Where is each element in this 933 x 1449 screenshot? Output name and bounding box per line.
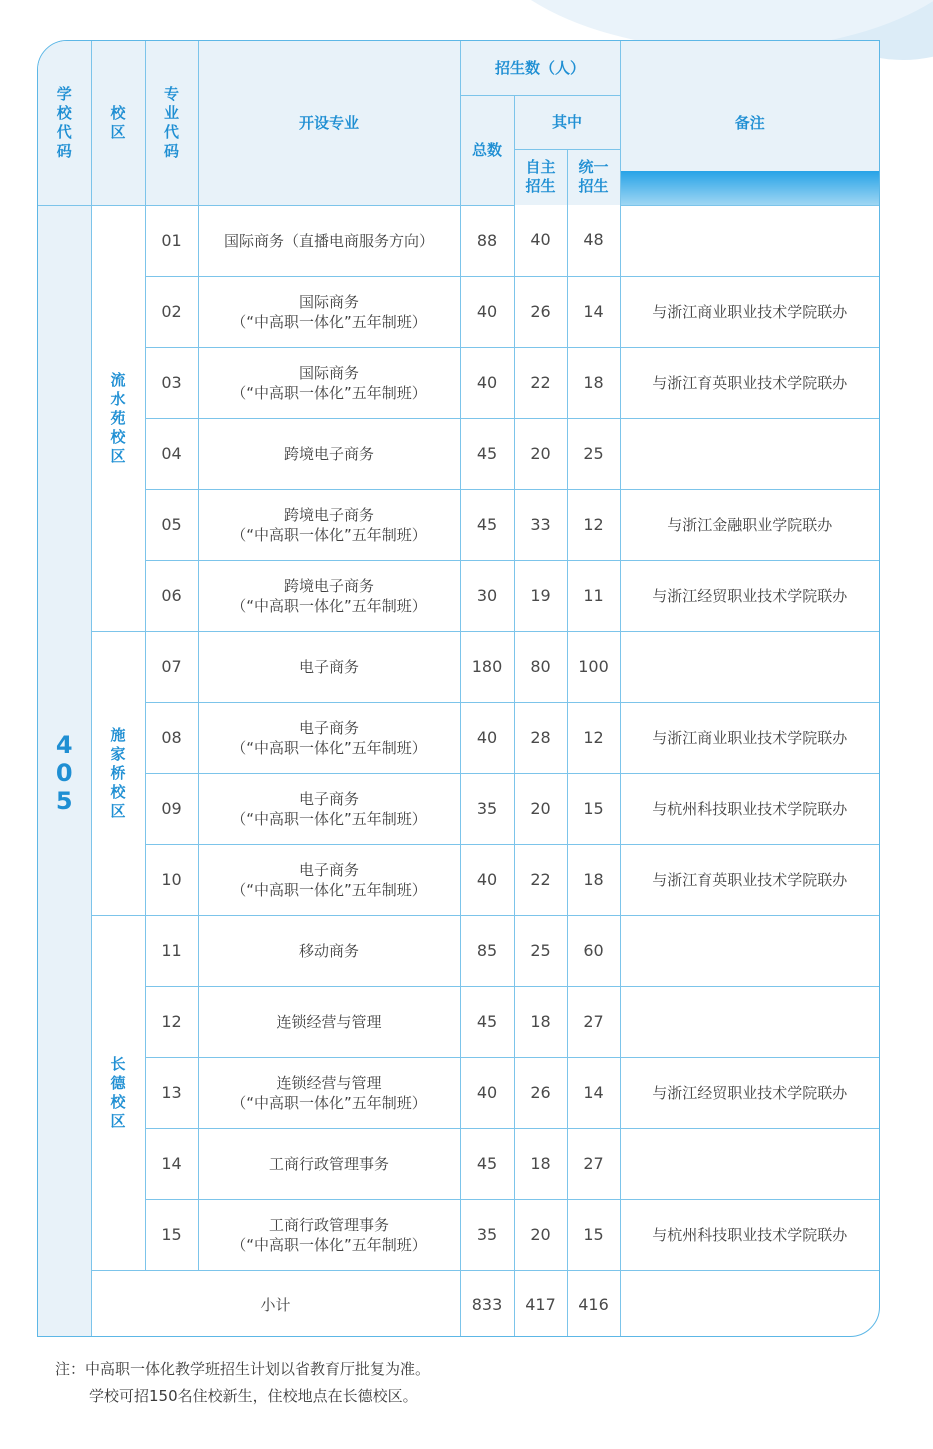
major-name-cell — [198, 489, 460, 560]
total-count-cell: 35 — [460, 1199, 514, 1270]
subtotal-total: 833 — [460, 1270, 514, 1337]
self-enroll-count-cell: 18 — [514, 986, 567, 1057]
header-remarks: 备注 — [620, 41, 879, 205]
major-name-cell — [198, 560, 460, 631]
major-name-cell — [198, 631, 460, 702]
header-unified-enroll: 统一招生 — [567, 149, 620, 205]
self-enroll-count-cell: 26 — [514, 276, 567, 347]
major-code-cell: 01 — [145, 205, 198, 276]
remark-cell: 与浙江商业职业技术学院联办 — [620, 702, 879, 773]
table-row — [38, 560, 879, 631]
remark-cell — [620, 205, 879, 276]
table-row — [38, 844, 879, 915]
self-enroll-count-cell: 28 — [514, 702, 567, 773]
major-class-type: （“中高职一体化”五年制班） — [231, 312, 427, 331]
unified-enroll-count-cell: 12 — [567, 489, 620, 560]
unified-enroll-count-cell: 12 — [567, 702, 620, 773]
major-name-cell — [198, 276, 460, 347]
remark-cell: 与浙江商业职业技术学院联办 — [620, 276, 879, 347]
major-class-type: （“中高职一体化”五年制班） — [231, 738, 427, 757]
major-name: 跨境电子商务 — [283, 444, 374, 463]
major-name-cell — [198, 347, 460, 418]
remark-cell — [620, 631, 879, 702]
major-code-cell: 08 — [145, 702, 198, 773]
total-count-cell: 45 — [460, 489, 514, 560]
major-code-cell: 05 — [145, 489, 198, 560]
major-name-cell — [198, 1199, 460, 1270]
header-campus: 校区 — [91, 41, 145, 205]
total-count-cell: 88 — [460, 205, 514, 276]
total-count-cell: 35 — [460, 773, 514, 844]
major-name-cell — [198, 702, 460, 773]
self-enroll-count-cell: 22 — [514, 347, 567, 418]
self-enroll-count-cell: 19 — [514, 560, 567, 631]
unified-enroll-count-cell: 14 — [567, 276, 620, 347]
unified-enroll-count-cell: 11 — [567, 560, 620, 631]
remark-cell: 与浙江育英职业技术学院联办 — [620, 347, 879, 418]
major-name: 移动商务 — [298, 941, 359, 960]
self-enroll-count-cell: 20 — [514, 418, 567, 489]
header-enrollment: 招生数（人） — [460, 41, 620, 95]
subtotal-label: 小计 — [91, 1270, 460, 1337]
major-name: 电子商务 — [298, 860, 359, 879]
unified-enroll-count-cell: 48 — [567, 205, 620, 276]
remark-cell: 与浙江金融职业学院联办 — [620, 489, 879, 560]
self-enroll-count-cell: 22 — [514, 844, 567, 915]
major-code-cell: 02 — [145, 276, 198, 347]
major-code-cell: 06 — [145, 560, 198, 631]
enrollment-table-frame — [37, 40, 880, 1337]
total-count-cell: 180 — [460, 631, 514, 702]
major-code-cell: 10 — [145, 844, 198, 915]
remark-cell — [620, 418, 879, 489]
unified-enroll-count-cell: 100 — [567, 631, 620, 702]
footnote — [55, 1356, 430, 1410]
unified-enroll-count-cell: 14 — [567, 1057, 620, 1128]
major-name-cell — [198, 1128, 460, 1199]
major-name: 电子商务 — [298, 789, 359, 808]
total-count-cell: 85 — [460, 915, 514, 986]
total-count-cell: 40 — [460, 1057, 514, 1128]
major-name: 连锁经营与管理 — [276, 1073, 382, 1092]
self-enroll-count-cell: 18 — [514, 1128, 567, 1199]
subtotal-unified-enroll: 416 — [567, 1270, 620, 1337]
campus-name: 流水苑校区 — [110, 370, 126, 465]
school-code-value: 405 — [55, 730, 73, 815]
self-enroll-count-cell: 40 — [514, 205, 567, 276]
total-count-cell: 40 — [460, 844, 514, 915]
major-name-cell — [198, 844, 460, 915]
table-row — [38, 1057, 879, 1128]
major-code-cell: 13 — [145, 1057, 198, 1128]
major-code-cell: 07 — [145, 631, 198, 702]
footnote-line-2: 学校可招150名住校新生，住校地点在长德校区。 — [89, 1387, 418, 1405]
major-class-type: （“中高职一体化”五年制班） — [231, 1093, 427, 1112]
major-code-cell: 11 — [145, 915, 198, 986]
self-enroll-count-cell: 20 — [514, 1199, 567, 1270]
table-row — [38, 702, 879, 773]
major-class-type: （“中高职一体化”五年制班） — [231, 809, 427, 828]
campus-name: 施家桥校区 — [110, 725, 126, 820]
subtotal-row — [38, 1270, 879, 1337]
campus-cell — [91, 915, 145, 1270]
total-count-cell: 40 — [460, 347, 514, 418]
major-code-cell: 04 — [145, 418, 198, 489]
major-name: 电子商务 — [298, 718, 359, 737]
major-name: 跨境电子商务 — [283, 505, 374, 524]
major-code-cell: 12 — [145, 986, 198, 1057]
self-enroll-count-cell: 33 — [514, 489, 567, 560]
campus-cell — [91, 205, 145, 631]
remark-cell: 与杭州科技职业技术学院联办 — [620, 773, 879, 844]
major-code-cell: 03 — [145, 347, 198, 418]
table-row — [38, 347, 879, 418]
remark-cell — [620, 915, 879, 986]
total-count-cell: 40 — [460, 276, 514, 347]
table-row — [38, 773, 879, 844]
remark-cell — [620, 1128, 879, 1199]
major-code-cell: 14 — [145, 1128, 198, 1199]
major-name: 国际商务 — [298, 363, 359, 382]
self-enroll-count-cell: 26 — [514, 1057, 567, 1128]
major-class-type: （“中高职一体化”五年制班） — [231, 596, 427, 615]
school-code-cell — [38, 205, 91, 1337]
major-name: 国际商务（直播电商服务方向） — [223, 231, 434, 250]
table-row — [38, 915, 879, 986]
total-count-cell: 45 — [460, 1128, 514, 1199]
major-name: 连锁经营与管理 — [276, 1012, 382, 1031]
major-name: 工商行政管理事务 — [268, 1215, 389, 1234]
campus-cell — [91, 631, 145, 915]
enrollment-table — [38, 41, 879, 1337]
subtotal-remark — [620, 1270, 879, 1337]
major-class-type: （“中高职一体化”五年制班） — [231, 880, 427, 899]
unified-enroll-count-cell: 18 — [567, 844, 620, 915]
campus-name: 长德校区 — [110, 1054, 126, 1130]
remark-cell: 与浙江育英职业技术学院联办 — [620, 844, 879, 915]
major-name-cell — [198, 986, 460, 1057]
major-class-type: （“中高职一体化”五年制班） — [231, 525, 427, 544]
table-row — [38, 1199, 879, 1270]
total-count-cell: 45 — [460, 418, 514, 489]
header-of-which: 其中 — [514, 95, 620, 149]
table-row — [38, 986, 879, 1057]
major-name: 工商行政管理事务 — [268, 1154, 389, 1173]
table-row — [38, 205, 879, 276]
total-count-cell: 45 — [460, 986, 514, 1057]
major-name: 跨境电子商务 — [283, 576, 374, 595]
unified-enroll-count-cell: 15 — [567, 1199, 620, 1270]
self-enroll-count-cell: 20 — [514, 773, 567, 844]
unified-enroll-count-cell: 27 — [567, 986, 620, 1057]
major-name-cell — [198, 205, 460, 276]
major-name-cell — [198, 1057, 460, 1128]
major-class-type: （“中高职一体化”五年制班） — [231, 1235, 427, 1254]
major-name: 国际商务 — [298, 292, 359, 311]
header-major-code: 专业代码 — [145, 41, 198, 205]
total-count-cell: 30 — [460, 560, 514, 631]
major-code-cell: 15 — [145, 1199, 198, 1270]
subtotal-self-enroll: 417 — [514, 1270, 567, 1337]
unified-enroll-count-cell: 18 — [567, 347, 620, 418]
remark-cell: 与杭州科技职业技术学院联办 — [620, 1199, 879, 1270]
header-major: 开设专业 — [198, 41, 460, 205]
unified-enroll-count-cell: 25 — [567, 418, 620, 489]
unified-enroll-count-cell: 15 — [567, 773, 620, 844]
table-row — [38, 276, 879, 347]
remark-cell: 与浙江经贸职业技术学院联办 — [620, 1057, 879, 1128]
major-name-cell — [198, 418, 460, 489]
unified-enroll-count-cell: 60 — [567, 915, 620, 986]
header-school-code: 学校代码 — [38, 41, 91, 205]
major-class-type: （“中高职一体化”五年制班） — [231, 383, 427, 402]
unified-enroll-count-cell: 27 — [567, 1128, 620, 1199]
table-row — [38, 1128, 879, 1199]
table-row — [38, 489, 879, 560]
table-row — [38, 418, 879, 489]
remark-cell: 与浙江经贸职业技术学院联办 — [620, 560, 879, 631]
major-name: 电子商务 — [298, 657, 359, 676]
footnote-line-1: 注：中高职一体化教学班招生计划以省教育厅批复为准。 — [55, 1360, 431, 1378]
total-count-cell: 40 — [460, 702, 514, 773]
remark-cell — [620, 986, 879, 1057]
header-self-enroll: 自主招生 — [514, 149, 567, 205]
table-row — [38, 631, 879, 702]
major-name-cell — [198, 773, 460, 844]
header-total: 总数 — [460, 95, 514, 205]
major-code-cell: 09 — [145, 773, 198, 844]
self-enroll-count-cell: 80 — [514, 631, 567, 702]
self-enroll-count-cell: 25 — [514, 915, 567, 986]
major-name-cell — [198, 915, 460, 986]
